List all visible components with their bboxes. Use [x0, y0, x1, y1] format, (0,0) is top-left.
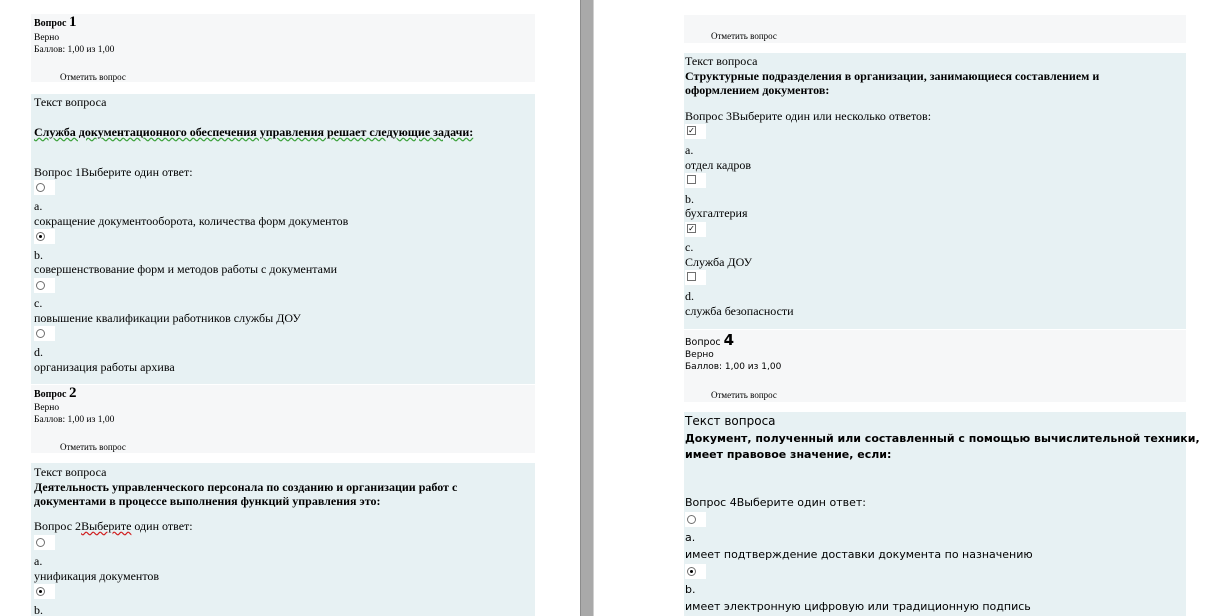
- q3-option-b-checkbox[interactable]: [685, 173, 706, 188]
- q1-status: Верно: [34, 33, 60, 43]
- q3-option-a-checkbox[interactable]: [685, 124, 706, 139]
- q1-option-b-letter: b.: [34, 248, 43, 262]
- radio-icon: [36, 281, 45, 290]
- q1-option-b-radio[interactable]: [34, 229, 55, 244]
- q3-text-heading: Текст вопроса: [685, 54, 758, 68]
- q1-option-b-text: совершенствование форм и методов работы с документами: [34, 262, 338, 276]
- q2-option-a-radio[interactable]: [34, 535, 55, 550]
- q3-option-c-letter: c.: [685, 240, 694, 254]
- q3-option-c-checkbox[interactable]: [685, 222, 706, 237]
- q4-option-a-text: имеет подтверждение доставки документа по назначению: [685, 548, 1033, 561]
- q2-label: Вопрос: [34, 389, 67, 400]
- q1-prompt: Вопрос 1Выберите один ответ:: [34, 165, 193, 179]
- q2-option-b-radio[interactable]: [34, 584, 55, 599]
- q3-option-a-text: отдел кадров: [685, 158, 752, 172]
- q1-option-a-radio[interactable]: [34, 180, 55, 195]
- q1-option-c-text: повышение квалификации работников службы ДОУ: [34, 311, 301, 325]
- q4-option-b-radio[interactable]: [685, 564, 706, 579]
- q2-question-line1: Деятельность управленческого персонала по созданию и организации работ с: [34, 480, 458, 494]
- q1-label: Вопрос: [34, 18, 67, 29]
- q3-question-line2: оформлением документов:: [685, 83, 830, 97]
- q1-question: Служба документационного обеспечения управления решает следующие задачи:: [34, 125, 474, 139]
- q2-prompt-choose: Выберите: [81, 519, 132, 533]
- radio-icon: [687, 515, 696, 524]
- radio-selected-icon: [36, 587, 45, 596]
- q2-text-heading: Текст вопроса: [34, 465, 107, 479]
- q4-number: 4: [723, 331, 735, 349]
- q3-option-d-checkbox[interactable]: [685, 270, 706, 285]
- checkmark-icon: ✓: [688, 224, 695, 233]
- q4-option-b-letter: b.: [685, 583, 696, 596]
- q1-text-heading: Текст вопроса: [34, 95, 107, 109]
- q4-option-a-letter: a.: [685, 531, 696, 544]
- q1-score: Баллов: 1,00 из 1,00: [34, 45, 115, 55]
- q1-option-d-radio[interactable]: [34, 326, 55, 341]
- checkmark-icon: ✓: [688, 126, 695, 135]
- page-gutter: [580, 0, 594, 616]
- q1-option-d-letter: d.: [34, 345, 43, 359]
- q3-prompt: Вопрос 3Выберите один или несколько ответов:: [685, 109, 932, 123]
- q2-option-b-letter: b.: [34, 603, 43, 616]
- q1-option-a-letter: a.: [34, 199, 43, 213]
- q2-prompt-rest: один ответ:: [131, 519, 193, 533]
- q3-option-a-letter: a.: [685, 143, 694, 157]
- radio-icon: [36, 183, 45, 192]
- radio-icon: [36, 329, 45, 338]
- q4-header: [685, 331, 734, 349]
- q4-prompt: Вопрос 4Выберите один ответ:: [685, 496, 866, 509]
- q1-number: 1: [68, 14, 77, 30]
- q2-prompt-number: Вопрос 2: [34, 519, 82, 533]
- q3-question-line1: Структурные подразделения в организации, занимающиеся составлением и: [685, 69, 1100, 83]
- q3-option-b-text: бухгалтерия: [685, 206, 748, 220]
- q4-score: Баллов: 1,00 из 1,00: [685, 362, 782, 372]
- left-page: [0, 0, 580, 616]
- q1-header: [34, 14, 76, 31]
- radio-selected-icon: [687, 567, 696, 576]
- q2-header: [34, 385, 76, 402]
- q4-label: Вопрос: [685, 337, 721, 348]
- q4-option-b-text: имеет электронную цифровую или традиционную подпись: [685, 600, 1031, 613]
- checkbox-empty-icon: [687, 272, 696, 281]
- q1-option-c-radio[interactable]: [34, 278, 55, 293]
- q4-option-a-radio[interactable]: [685, 512, 706, 527]
- q2-question-line2: документами в процессе выполнения функций управления это:: [34, 494, 381, 508]
- q2-flag-link[interactable]: Отметить вопрос: [60, 442, 126, 452]
- radio-icon: [36, 538, 45, 547]
- q4-text-heading: Текст вопроса: [685, 414, 776, 428]
- q4-status: Верно: [685, 350, 714, 360]
- q4-question-line2: имеет правовое значение, если:: [685, 448, 892, 461]
- q2-option-a-letter: a.: [34, 554, 43, 568]
- q2-score: Баллов: 1,00 из 1,00: [34, 415, 115, 425]
- q4-question-line1: Документ, полученный или составленный с помощью вычислительной техники,: [685, 432, 1200, 445]
- q2-prompt: [34, 519, 193, 534]
- q2-option-a-text: унификация документов: [34, 569, 160, 583]
- q3-option-d-text: служба безопасности: [685, 304, 794, 318]
- checkbox-empty-icon: [687, 175, 696, 184]
- q1-flag-link[interactable]: Отметить вопрос: [60, 72, 126, 82]
- q1-option-a-text: сокращение документооборота, количества форм документов: [34, 214, 349, 228]
- q3-option-c-text: Служба ДОУ: [685, 255, 753, 269]
- right-page: [594, 0, 1207, 616]
- q3-option-d-letter: d.: [685, 289, 694, 303]
- q4-flag-link[interactable]: Отметить вопрос: [711, 390, 777, 400]
- q3-option-b-letter: b.: [685, 192, 694, 206]
- q1-option-c-letter: c.: [34, 296, 43, 310]
- radio-selected-icon: [36, 232, 45, 241]
- q2-number: 2: [68, 385, 77, 401]
- q1-option-d-text: организация работы архива: [34, 360, 175, 374]
- q3-flag-link[interactable]: Отметить вопрос: [711, 31, 777, 41]
- q2-status: Верно: [34, 403, 60, 413]
